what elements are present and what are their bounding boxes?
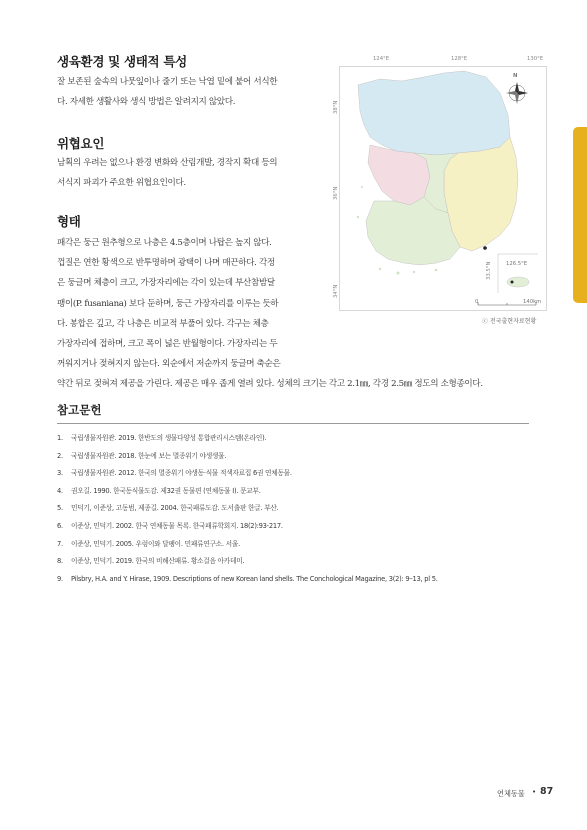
map-lon-label: 124°E bbox=[373, 56, 390, 62]
scale-max-label: 140km bbox=[523, 299, 542, 305]
map-lon-label: 130°E bbox=[527, 56, 544, 62]
map-lat-label: 34°N bbox=[333, 284, 339, 298]
jeju-island bbox=[507, 277, 529, 287]
morphology-line: 꺼워지거나 젖혀지지 않는다. 외순에서 저순까지 둥글며 축순은 bbox=[57, 359, 281, 370]
chapter-tab bbox=[573, 127, 587, 303]
compass-north-label: N bbox=[513, 73, 518, 79]
reference-item bbox=[57, 448, 529, 466]
reference-number: 6. bbox=[57, 521, 63, 530]
references-divider bbox=[57, 423, 529, 424]
reference-number: 4. bbox=[57, 486, 63, 495]
threat-text bbox=[57, 153, 277, 193]
reference-text: Pilsbry, H.A. and Y. Hirase, 1909. Descriptions of new Korean land shells. The Conchological Magazine, 3(2): 9–13, pl 5. bbox=[71, 574, 438, 583]
compass-rose-icon bbox=[506, 82, 528, 104]
reference-item bbox=[57, 465, 529, 483]
morphology-line: 은 둥글며 체층이 크고, 가장자리에는 각이 있는데 부산참밤달 bbox=[57, 278, 275, 289]
map-lon-label: 128°E bbox=[451, 56, 468, 62]
map-caption: ⓒ 전국출현자료현황 bbox=[482, 318, 537, 325]
morphology-line: 껍질은 연한 황색으로 반투명하며 광택이 나며 매끈하다. 각정 bbox=[57, 258, 275, 269]
morphology-line: 팽이(P. fusaniana) 보다 둔하며, 둥근 가장자리를 이루는 듯하 bbox=[57, 298, 279, 309]
reference-text: 이준상, 민덕기. 2019. 한국의 비해산패류. 황소걸음 아카데미. bbox=[71, 557, 245, 566]
reference-number: 5. bbox=[57, 504, 63, 513]
reference-text: 이준상, 민덕기. 2005. 우렁이와 달팽이. 민패류연구소. 서울. bbox=[71, 539, 240, 548]
reference-item bbox=[57, 553, 529, 571]
reference-item bbox=[57, 500, 529, 518]
map-region-north bbox=[358, 71, 510, 155]
habitat-heading: 생육환경 및 생태적 특성 bbox=[57, 54, 187, 69]
page-number: 87 bbox=[540, 786, 554, 797]
threat-heading: 위협요인 bbox=[57, 136, 105, 151]
reference-item bbox=[57, 518, 529, 536]
habitat-line: 잘 보존된 숲속의 나뭇잎이나 줄기 또는 낙엽 밑에 붙어 서식한 bbox=[57, 77, 278, 87]
reference-number: 1. bbox=[57, 434, 63, 442]
reference-text: 국립생물자원관. 2019. 한반도의 생물다양성 통합관리시스템(온라인). bbox=[71, 434, 267, 442]
reference-number: 7. bbox=[57, 539, 63, 548]
reference-item bbox=[57, 536, 529, 554]
morphology-line: 패각은 둥근 원추형으로 나층은 4.5층이며 나탑은 높지 않다. bbox=[57, 238, 272, 248]
scale-zero-label: 0 bbox=[475, 299, 479, 305]
map-lat-label: 36°N bbox=[333, 186, 339, 200]
habitat-text bbox=[57, 72, 277, 112]
distribution-map bbox=[339, 66, 547, 311]
references-list bbox=[57, 430, 529, 588]
reference-item bbox=[57, 430, 529, 448]
reference-item bbox=[57, 571, 529, 589]
reference-number: 9. bbox=[57, 574, 63, 583]
reference-text: 국립생물자원관. 2018. 한눈에 보는 멸종위기 야생생물. bbox=[71, 451, 227, 460]
threat-line: 남획의 우려는 없으나 환경 변화와 산림개발, 경작지 확대 등의 bbox=[57, 158, 278, 168]
reference-text: 권오길. 1990. 한국동식물도감. 제32권 동물편 (연체동물 Ⅰ). 문교부. bbox=[71, 486, 261, 495]
references-heading: 참고문헌 bbox=[57, 403, 102, 417]
morphology-heading: 형태 bbox=[57, 214, 81, 229]
inset-lon-label: 126.5°E bbox=[506, 261, 528, 267]
habitat-line: 다. 자세한 생활사와 생식 방법은 알려지지 않았다. bbox=[57, 97, 236, 108]
reference-text: 이준상, 민덕기. 2002. 한국 연체동물 목록. 한국패류학회지. 18(2):93-217. bbox=[71, 521, 283, 530]
footer-separator: • bbox=[532, 788, 537, 796]
morphology-line: 가장자리에 접하며, 크고 폭이 넓은 반월형이다. 가장자리는 두 bbox=[57, 339, 278, 350]
reference-text: 민덕기, 이준상, 고동범, 제종길. 2004. 한국패류도감. 도서출판 한글. 부산. bbox=[71, 504, 279, 513]
footer-section-label: 연체동물 bbox=[497, 789, 525, 798]
occurrence-point bbox=[483, 246, 487, 250]
reference-item bbox=[57, 483, 529, 501]
reference-number: 2. bbox=[57, 451, 63, 460]
morphology-line: 약간 뒤로 젖혀져 제공을 가린다. 제공은 매우 좁게 열려 있다. 성체의 크기는 각고 2.1㎜, 각경 2.5㎜ 정도의 소형종이다. bbox=[57, 379, 483, 390]
morphology-line: 다. 봉합은 깊고, 각 나층은 비교적 부풀어 있다. 각구는 체층 bbox=[57, 318, 269, 329]
reference-text: 국립생물자원관. 2012. 한국의 멸종위기 야생동·식물 적색자료집 6권 연체동물. bbox=[71, 469, 292, 478]
map-lat-label: 33.5°N bbox=[486, 261, 492, 280]
reference-number: 8. bbox=[57, 557, 63, 566]
threat-line: 서식지 파괴가 주요한 위협요인이다. bbox=[57, 178, 186, 189]
korea-map-graphic bbox=[340, 67, 548, 312]
reference-number: 3. bbox=[57, 469, 63, 478]
map-lat-label: 38°N bbox=[333, 100, 339, 114]
